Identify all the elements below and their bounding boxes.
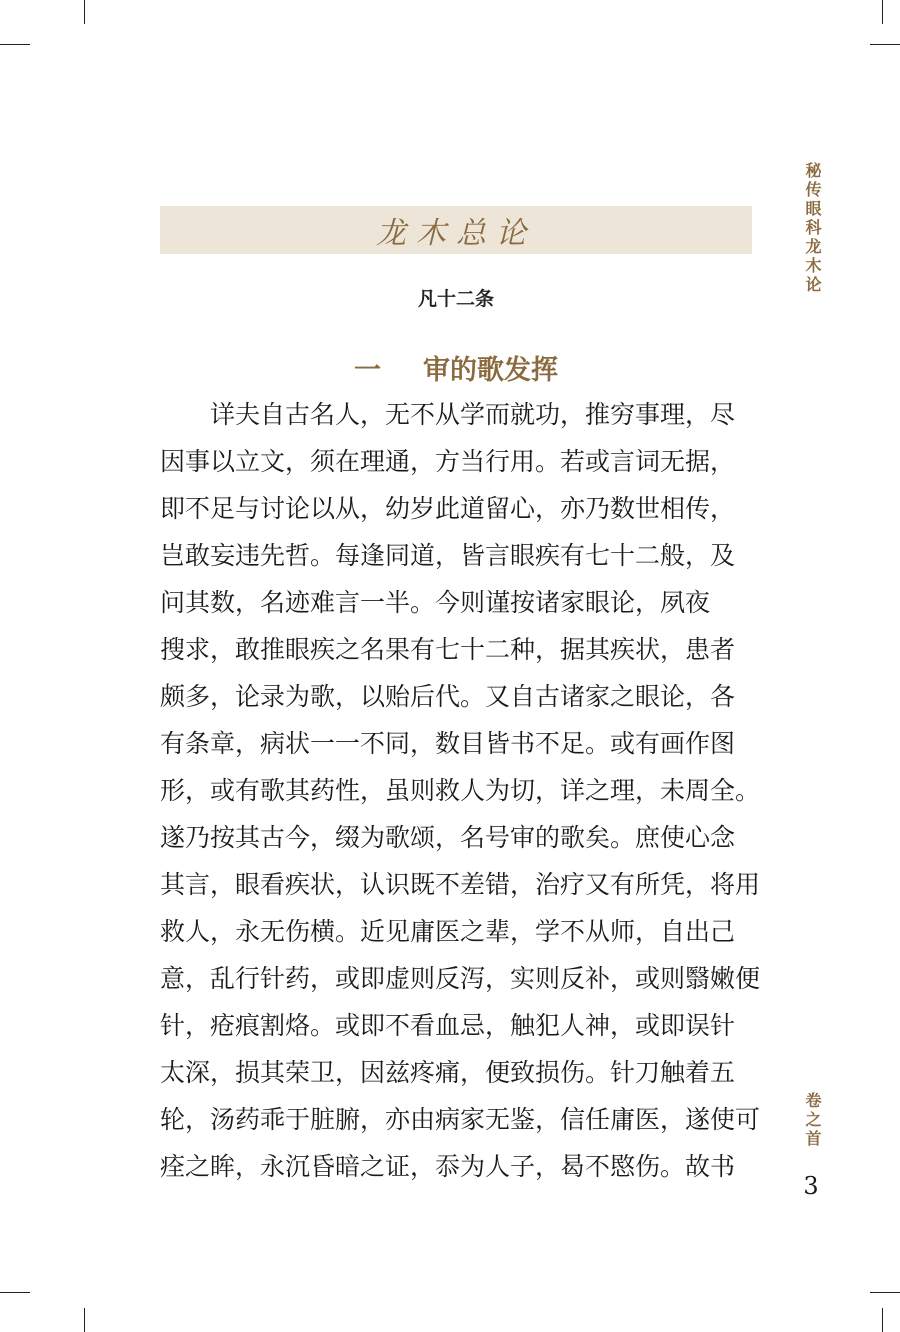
- body-line: 即不足与讨论以从，幼岁此道留心，亦乃数世相传，: [160, 494, 736, 523]
- body-line: 岂敢妄违先哲。每逢同道，皆言眼疾有七十二般，及: [160, 541, 736, 570]
- body-line: 其言，眼看疾状，认识既不差错，治疗又有所凭，将用: [160, 870, 761, 899]
- page-number: 3: [803, 1172, 819, 1200]
- body-line: 意，乱行针药，或即虚则反泻，实则反补，或则翳嫩便: [160, 964, 761, 993]
- body-line: 颇多，论录为歌，以贻后代。又自古诸家之眼论，各: [160, 682, 736, 711]
- body-line: 轮，汤药乖于脏腑，亦由病家无鉴，信任庸医，遂使可: [160, 1105, 761, 1134]
- section-heading: [160, 348, 752, 387]
- crop-mark-bottom-right-horizontal: [870, 1292, 900, 1293]
- body-text: [160, 396, 760, 1195]
- body-line: 搜求，敢推眼疾之名果有七十二种，据其疾状，患者: [160, 635, 736, 664]
- crop-mark-top-right: [882, 0, 883, 24]
- section-number: 一: [354, 355, 381, 386]
- body-line: 痊之眸，永沉昏暗之证，忝为人子，曷不愍伤。故书: [160, 1152, 736, 1181]
- body-line: 问其数，名迹难言一半。今则谨按诸家眼论，夙夜: [160, 588, 711, 617]
- crop-mark-top-right-horizontal: [870, 44, 900, 45]
- crop-mark-bottom-left: [84, 1308, 85, 1332]
- body-line: 遂乃按其古今，缀为歌颂，名号审的歌矣。庶使心念: [160, 823, 736, 852]
- chapter-label-vertical: 卷之首: [803, 1092, 822, 1149]
- body-line: 针，疮痕割烙。或即不看血忌，触犯人神，或即误针: [160, 1011, 736, 1040]
- crop-mark-top-left-horizontal: [0, 44, 30, 45]
- chapter-subtitle: 凡十二条: [417, 288, 494, 310]
- chapter-title: 龙木总论: [376, 216, 536, 251]
- running-header-vertical: 秘传眼科龙木论: [803, 162, 822, 295]
- chapter-title-band: [160, 206, 752, 254]
- body-line: 因事以立文，须在理通，方当行用。若或言词无据，: [160, 447, 736, 476]
- body-line: 有条章，病状一一不同，数目皆书不足。或有画作图: [160, 729, 736, 758]
- body-line: 详夫自古名人，无不从学而就功，推穷事理，尽: [210, 400, 736, 429]
- crop-mark-top-left: [84, 0, 85, 24]
- crop-mark-bottom-left-horizontal: [0, 1292, 30, 1293]
- body-line: 救人，永无伤横。近见庸医之辈，学不从师，自出己: [160, 917, 736, 946]
- body-line: 形，或有歌其药性，虽则救人为切，详之理，未周全。: [160, 776, 761, 805]
- section-title: 审的歌发挥: [423, 355, 558, 386]
- body-line: 太深，损其荣卫，因兹疼痛，便致损伤。针刀触着五: [160, 1058, 736, 1087]
- crop-mark-bottom-right: [882, 1308, 883, 1332]
